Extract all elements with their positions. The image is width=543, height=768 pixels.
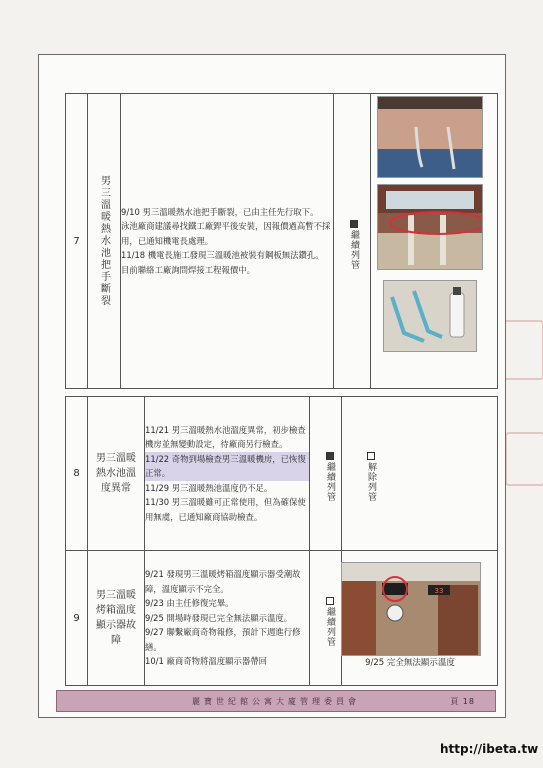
continue-checkbox[interactable] [326,597,334,605]
description-line: 9/23 由主任修復完畢。 [145,598,234,609]
description-cell [145,551,310,686]
status-cell [310,397,376,551]
release-checkbox[interactable] [367,452,375,460]
item-title: 男三溫暖熱水池把手斷裂 [98,175,110,307]
description-line: 11/18 機電長施工發現三溫暖池被裝有鋼板無法鑽孔。 [121,250,324,261]
continue-label: 繼續列管 [325,606,335,647]
description-line: 泳池廠商建議尋找鐵工廠銲平後安裝，因報價過高暫不採用，已通知機電長處理。 [121,221,331,246]
release-label: 解除列管 [366,462,376,502]
description-line: 9/21 發現男三溫暖烤箱溫度顯示器受潮故障，溫度顯示不完全。 [145,569,301,594]
description-line: 目前聯絡工廠詢問焊接工程報價中。 [121,264,255,275]
table-row [66,397,498,551]
description-cell [121,94,334,389]
continue-checkbox[interactable] [326,452,334,460]
status-cell [334,94,371,389]
continue-checkbox[interactable] [350,220,358,228]
photo-caption: 9/25 完全無法顯示溫度 [365,658,455,668]
row-number: 7 [66,94,88,389]
description-line: 9/27 聯繫廠商奇物報修，預計下週進行修繕。 [145,627,301,652]
item-cell [88,94,121,389]
description-line: 11/30 男三溫暖雖可正常使用，但為確保使用無虞，已通知廠商協助檢查。 [145,497,306,522]
red-seal-stamp-lower [505,432,543,486]
photo-pool-wall [377,96,483,178]
item-cell [88,551,145,686]
footer-bar [56,690,496,712]
red-seal-stamp-upper [500,320,543,380]
status-cell [310,551,342,686]
page-number: 頁 18 [450,696,475,706]
row-number: 9 [66,551,88,686]
description-line: 9/10 男三溫暖熱水池把手斷裂，已由主任先行取下。 [121,206,319,217]
photo-broken-handle-circled [377,184,483,270]
temperature-display-reading: 33 [434,587,444,595]
item-title: 男三溫暖熱水池溫度異常 [96,453,136,494]
description-line: 11/29 男三溫暖熱池溫度仍不足。 [145,482,273,493]
description-line: 11/21 男三溫暖熱水池溫度異常，初步檢查機房並無變動設定，待廠商另行檢查。 [145,424,306,450]
item-title: 男三溫暖烤箱溫度顯示器故障 [96,590,136,646]
photo-replacement-handles [383,280,477,352]
description-line: 10/1 廠商奇物將溫度顯示器帶回 [145,656,267,667]
continue-label: 繼續列管 [325,462,335,502]
row-number: 8 [66,397,88,551]
description-cell [145,397,310,551]
description-line-highlighted: 11/22 奇物到場檢查男三溫暖機房，已恢復正常。 [145,452,309,481]
continue-label: 繼續列管 [349,229,359,270]
footer-title: 麗寶世紀館公寓大廈管理委員會 [192,696,360,706]
item-cell [88,397,145,551]
source-watermark: http://ibeta.tw [440,742,539,756]
description-line: 9/25 開場時發現已完全無法顯示溫度。 [145,612,293,623]
photo-display-failure [341,562,481,656]
